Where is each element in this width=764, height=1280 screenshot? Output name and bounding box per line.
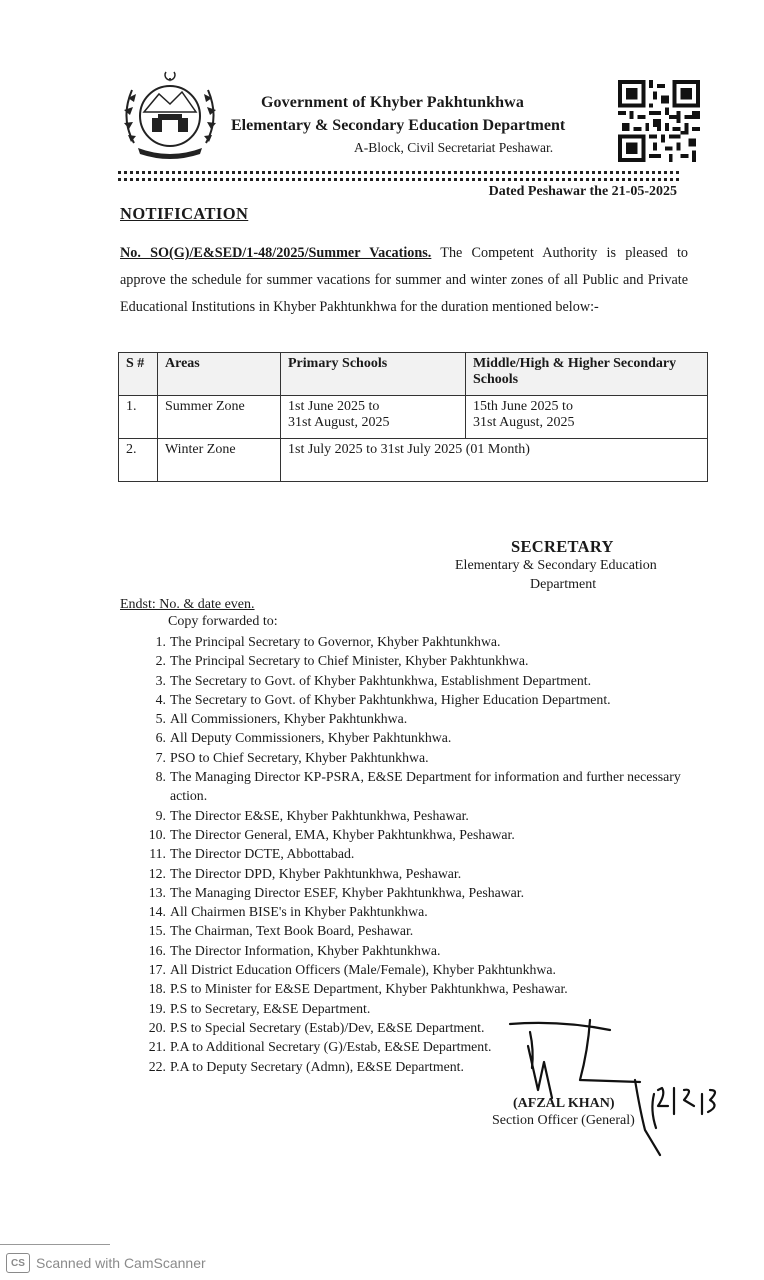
list-item-number: 10. (148, 826, 166, 842)
list-item-number: 17. (148, 962, 166, 978)
list-item-text: The Principal Secretary to Governor, Khyber Pakhtunkhwa. (170, 634, 501, 649)
list-item (140, 1037, 700, 1056)
list-item-text: All Deputy Commissioners, Khyber Pakhtunkhwa. (170, 730, 452, 746)
column-header: Primary Schools (281, 353, 466, 396)
list-item-number: 12. (148, 865, 166, 881)
list-item (140, 864, 700, 883)
endorsement-label: Endst: No. & date even. (120, 597, 255, 612)
list-item-number: 16. (148, 942, 166, 958)
list-item-text: PSO to Chief Secretary, Khyber Pakhtunkhwa. (170, 749, 429, 765)
list-item-number: 22. (148, 1058, 166, 1074)
copy-forwarded-label: Copy forwarded to: (168, 614, 278, 629)
list-item (140, 825, 700, 844)
list-item-text: P.A to Additional Secretary (G)/Estab, E&SE Department. (170, 1039, 492, 1055)
list-item-text: The Director DCTE, Abbottabad. (170, 846, 355, 862)
notification-text: The Competent Authority is pleased to approve the schedule for summer vacations for summer and winter zones of all Public and Private Educational Institutions in Khyber Pakhtunkhwa for the duration mentioned below:- (120, 245, 688, 315)
duration-start: 15th June 2025 to (473, 399, 573, 414)
area-cell: Summer Zone (158, 396, 281, 439)
row-number: 2. (119, 439, 158, 482)
list-item-text: The Managing Director KP-PSRA, E&SE Department for information and further necessary action. (170, 769, 681, 804)
duration-start: 1st June 2025 to (288, 399, 380, 414)
vacation-schedule-table (118, 352, 708, 482)
list-item (140, 883, 700, 902)
department-address: A-Block, Civil Secretariat Peshawar. (354, 140, 554, 155)
list-item (140, 921, 700, 940)
combined-duration-cell: 1st July 2025 to 31st July 2025 (01 Month) (281, 439, 708, 482)
list-item-number: 3. (155, 672, 166, 688)
list-item-number: 1. (155, 634, 166, 649)
watermark-label: Scanned with CamScanner (36, 1255, 206, 1271)
kp-government-emblem-icon (114, 68, 226, 162)
list-item (140, 709, 700, 728)
list-item (140, 632, 700, 651)
column-header: Areas (158, 353, 281, 396)
officer-name: (AFZAL KHAN) (513, 1096, 615, 1111)
list-item-text: P.S to Secretary, E&SE Department. (170, 1000, 371, 1016)
notification-body (120, 240, 688, 321)
list-item (140, 748, 700, 767)
list-item-number: 2. (155, 653, 166, 669)
list-item-number: 11. (149, 846, 166, 862)
list-item (140, 902, 700, 921)
list-item-text: The Director General, EMA, Khyber Pakhtunkhwa, Peshawar. (170, 826, 515, 842)
camscanner-logo-icon: CS (6, 1253, 30, 1273)
column-header: Middle/High & Higher Secondary Schools (466, 353, 708, 396)
list-item-number: 13. (148, 884, 166, 900)
list-item-number: 21. (148, 1039, 166, 1055)
list-item (140, 767, 690, 806)
list-item-number: 4. (155, 691, 166, 707)
list-item-number: 19. (148, 1000, 166, 1016)
list-item-text: The Director E&SE, Khyber Pakhtunkhwa, Peshawar. (170, 807, 469, 823)
list-item-text: The Chairman, Text Book Board, Peshawar. (170, 923, 414, 939)
list-item (140, 806, 700, 825)
list-item-text: The Principal Secretary to Chief Minister, Khyber Pakhtunkhwa. (170, 653, 529, 669)
table-row (119, 396, 708, 439)
primary-duration-cell (281, 396, 466, 439)
list-item (140, 960, 700, 979)
qr-code-icon (618, 80, 700, 162)
area-cell: Winter Zone (158, 439, 281, 482)
officer-title: Section Officer (General) (492, 1113, 635, 1128)
header-divider (118, 178, 679, 181)
secretary-department: Department (530, 577, 597, 592)
list-item (140, 999, 700, 1018)
list-item-text: All Chairmen BISE's in Khyber Pakhtunkhwa. (170, 904, 428, 920)
secretary-title: SECRETARY (511, 537, 614, 556)
distribution-list (140, 632, 700, 1076)
list-item-number: 7. (155, 749, 166, 765)
list-item-number: 18. (148, 981, 166, 997)
list-item-number: 5. (155, 711, 166, 727)
list-item (140, 941, 700, 960)
list-item (140, 651, 700, 670)
secretary-department: Elementary & Secondary Education (455, 558, 657, 573)
table-row (119, 439, 708, 482)
duration-end: 31st August, 2025 (473, 415, 575, 430)
list-item-number: 6. (155, 730, 166, 746)
list-item-text: P.S to Special Secretary (Estab)/Dev, E&SE Department. (170, 1019, 485, 1035)
notification-title: NOTIFICATION (120, 204, 249, 223)
camscanner-watermark (6, 1253, 206, 1273)
column-header: S # (119, 353, 158, 396)
scan-edge-line (0, 1244, 110, 1245)
list-item-number: 15. (148, 923, 166, 939)
list-item-text: P.S to Minister for E&SE Department, Khyber Pakhtunkhwa, Peshawar. (170, 981, 568, 997)
row-number: 1. (119, 396, 158, 439)
list-item (140, 728, 700, 747)
list-item-number: 14. (148, 904, 166, 920)
dated-line: Dated Peshawar the 21-05-2025 (488, 184, 677, 199)
list-item-text: The Managing Director ESEF, Khyber Pakhtunkhwa, Peshawar. (170, 884, 525, 900)
table-header-row (119, 353, 708, 396)
list-item-text: P.A to Deputy Secretary (Admn), E&SE Department. (170, 1058, 464, 1074)
list-item-text: The Secretary to Govt. of Khyber Pakhtunkhwa, Higher Education Department. (170, 691, 611, 707)
list-item (140, 671, 700, 690)
list-item-text: The Secretary to Govt. of Khyber Pakhtunkhwa, Establishment Department. (170, 672, 592, 688)
list-item-number: 8. (155, 769, 166, 785)
list-item-text: All Commissioners, Khyber Pakhtunkhwa. (170, 711, 408, 727)
department-heading: Elementary & Secondary Education Department (231, 117, 566, 134)
duration-end: 31st August, 2025 (288, 415, 390, 430)
list-item-number: 9. (155, 807, 166, 823)
list-item (140, 979, 700, 998)
list-item (140, 1057, 700, 1076)
list-item (140, 1018, 700, 1037)
header-divider (118, 171, 679, 174)
list-item (140, 690, 700, 709)
list-item-text: All District Education Officers (Male/Female), Khyber Pakhtunkhwa. (170, 962, 556, 978)
government-heading: Government of Khyber Pakhtunkhwa (261, 94, 524, 111)
notification-reference: No. SO(G)/E&SED/1-48/2025/Summer Vacations. (120, 245, 432, 261)
list-item-text: The Director DPD, Khyber Pakhtunkhwa, Peshawar. (170, 865, 462, 881)
list-item (140, 844, 700, 863)
secondary-duration-cell (466, 396, 708, 439)
list-item-number: 20. (148, 1019, 166, 1035)
list-item-text: The Director Information, Khyber Pakhtunkhwa. (170, 942, 441, 958)
